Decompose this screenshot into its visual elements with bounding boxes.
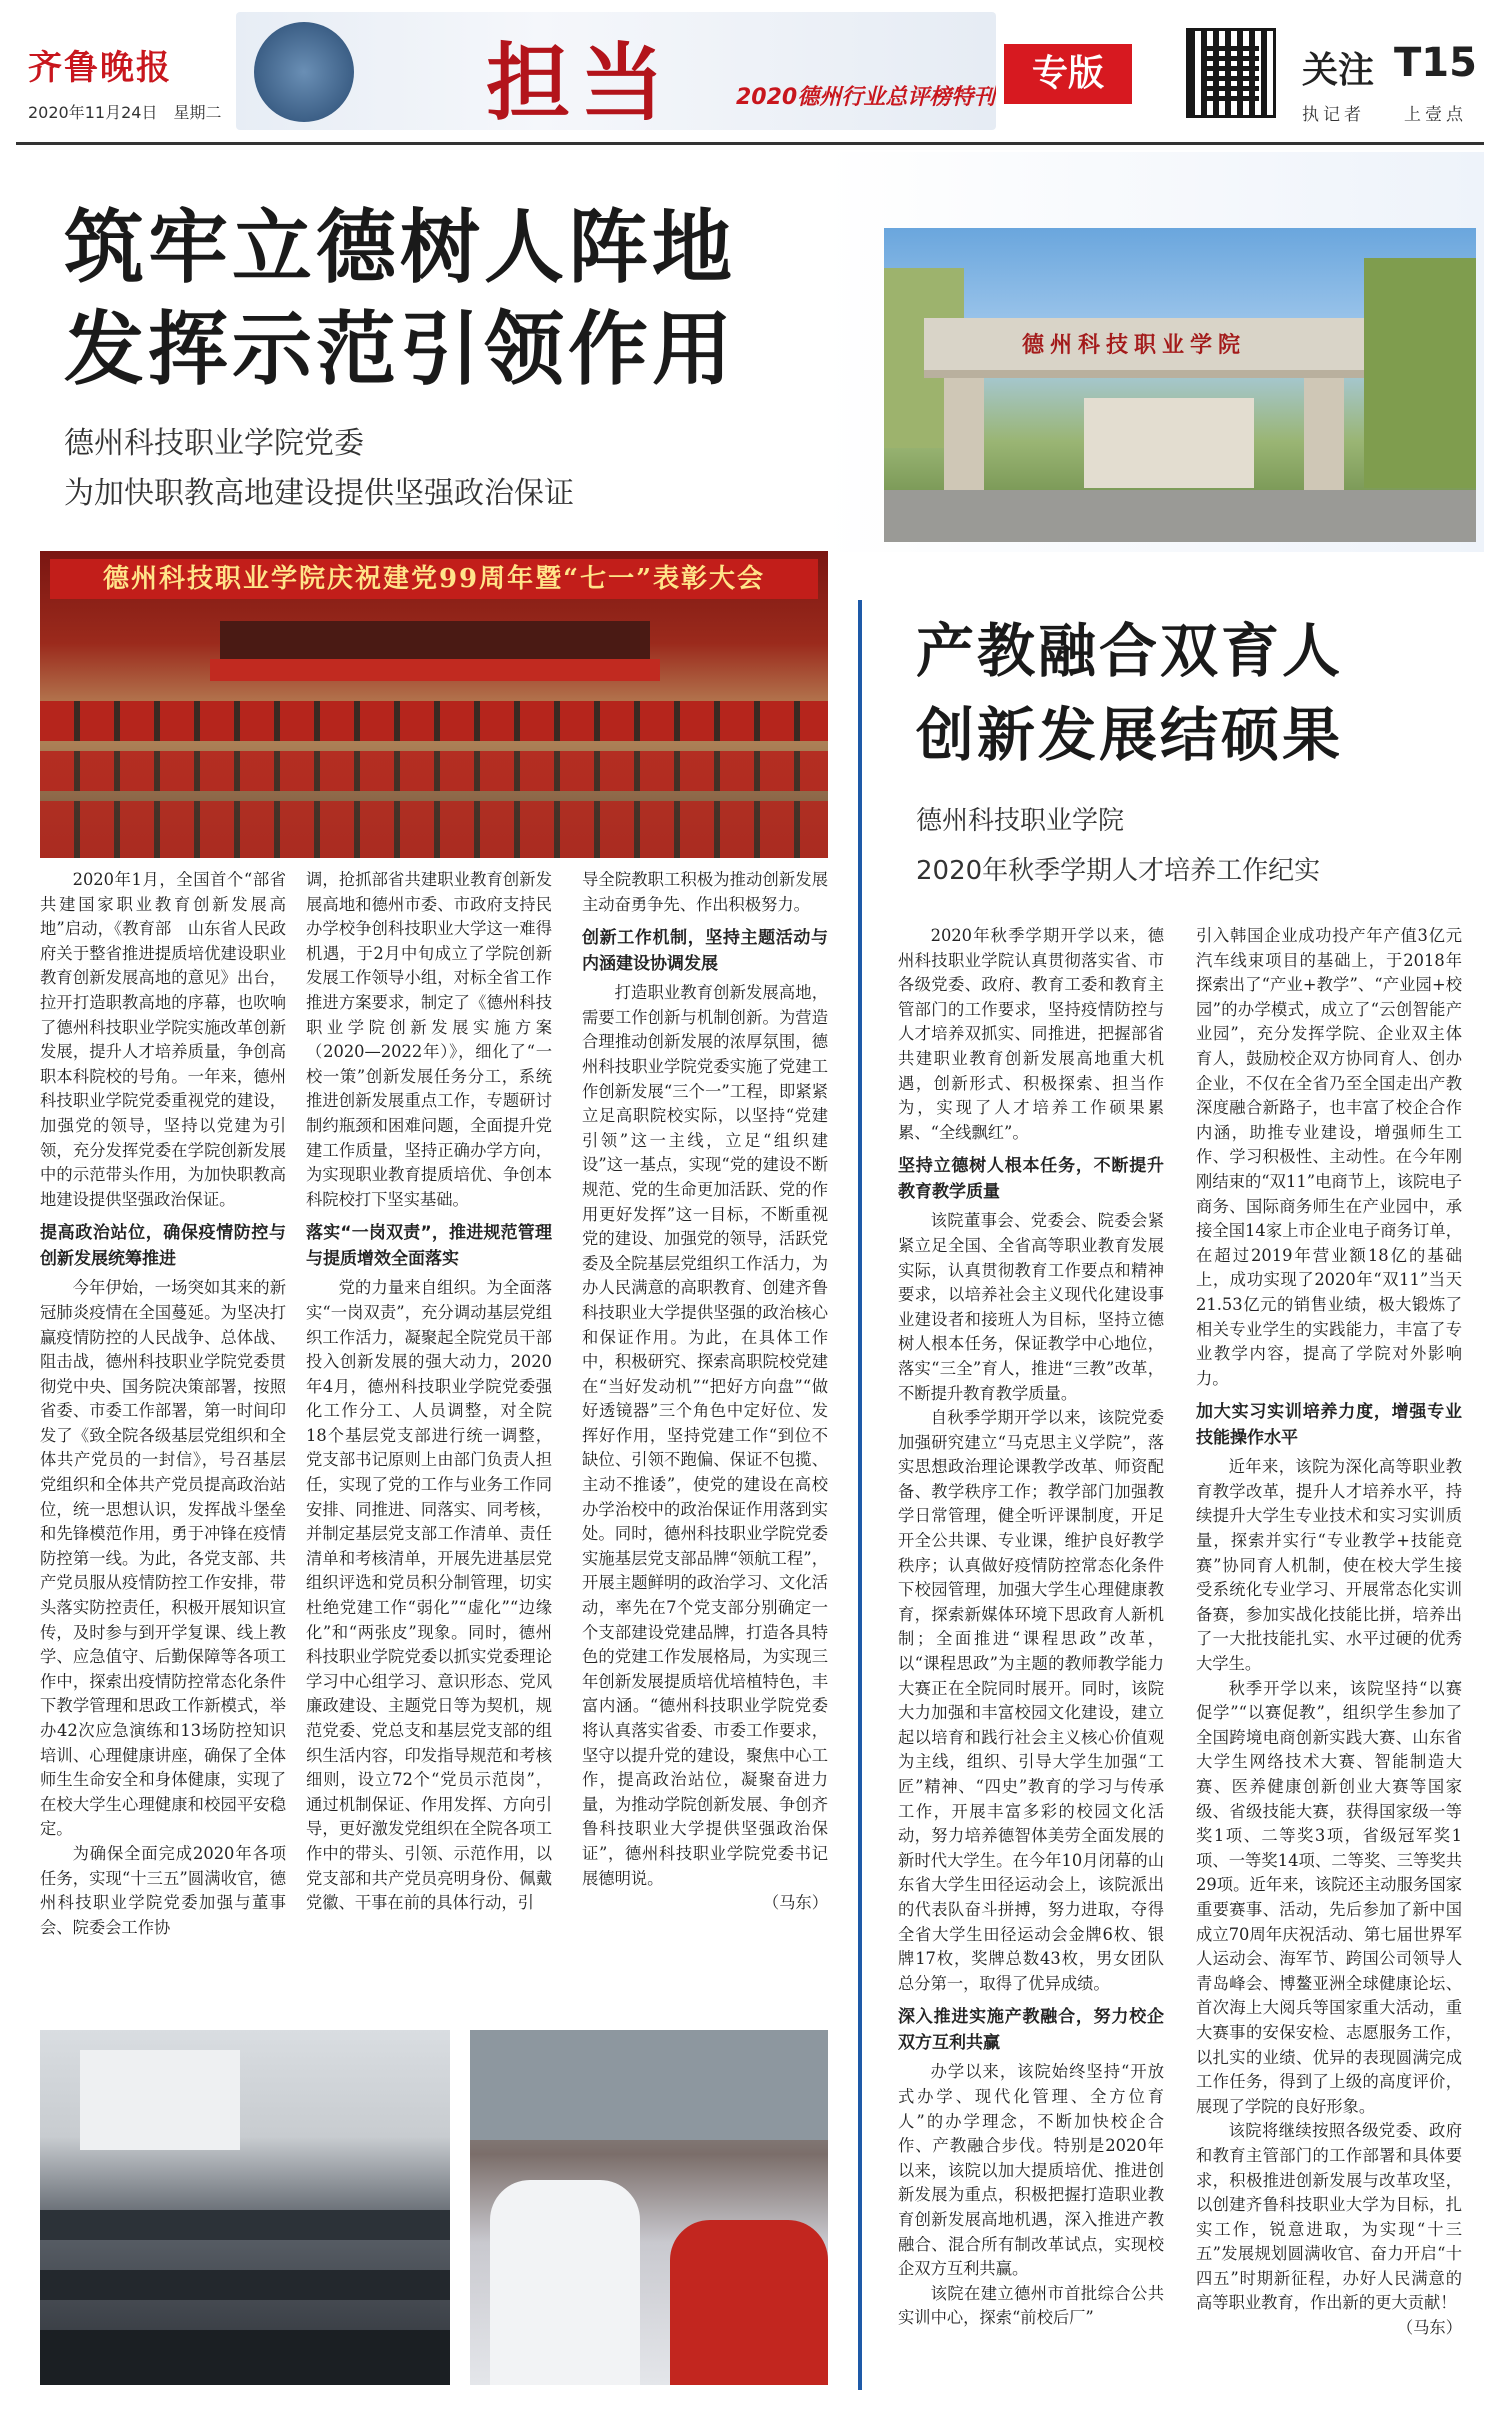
body-paragraph: 近年来，该院为深化高等职业教育教学改革，提升人才培养水平，持续提升大学生专业技术和实习实训质量，探索并实行“专业教学+技能竞赛”协同育人机制，使在校大学生接受系统化专业学习、开展常态化实训备赛，参加实战化技能比拼，培养出了一大批技能扎实、水平过硬的优秀大学生。 — [1196, 1457, 1462, 1674]
masthead-divider — [16, 142, 1484, 145]
second-body-column-2 — [1196, 924, 1462, 2386]
banner-emblem-icon — [254, 22, 354, 122]
body-paragraph: 2020年1月，全国首个“部省共建国家职业教育创新发展高地”启动，《教育部 山东省人民政府关于整省推进提质培优建设职业教育创新发展高地的意见》出台，拉开打造职教高地的序幕，也吹响了德州科技职业学院实施改革创新发展，提升人才培养质量，争创高职本科院校的号角。一年来，德州科技职业学院党委重视党的建设，加强党的领导，坚持以党建为引领，充分发挥党委在学院创新发展中的示范带头作用，为加快职教高地建设提供坚强政治保证。 — [40, 870, 286, 1209]
reporter-name: 上壹点 — [1404, 105, 1467, 125]
body-paragraph: 办学以来，该院始终坚持“开放式办学、现代化管理、全方位育人”的办学理念，不断加快校企合作、产教融合步伐。特别是2020年以来，该院以加大提质培优、推进创新发展为重点，积极把握打造职业教育创新发展高地机遇，深入推进产教融合、混合所有制改革试点，实现校企双方互利共赢。 — [898, 2062, 1164, 2279]
health-checkup-photo — [470, 2030, 828, 2385]
gate-sign: 德州科技职业学院 — [1021, 332, 1246, 358]
section-subheading: 创新工作机制，坚持主题活动与内涵建设协调发展 — [582, 928, 828, 975]
body-paragraph: 打造职业教育创新发展高地，需要工作创新与机制创新。为营造合理推动创新发展的浓厚氛围，德州科技职业学院党委实施了党建工作创新发展“三个一”工程，即紧紧立足高职院校实际，以坚持“党建引领”这一主线，立足“组织建设”这一基点，实现“党的建设不断规范、党的生命更加活跃、党的作用更好发挥”这一目标，不断重视党的建设、加强党的领导，活跃党委及全院基层党组织工作活力，为办人民满意的高职教育、创建齐鲁科技职业大学提供坚强的政治核心和保证作用。为此，在具体工作中，积极研究、探索高职院校党建在“当好发动机”“把好方向盘”“做好透镜器”三个角色中定好位、发挥好作用，坚持党建工作“到位不缺位、引领不跑偏、保证不包揽、主动不推诿”，使党的建设在高校办学治校中的政治保证作用落到实处。同时，德州科技职业学院党委实施基层党支部品牌“领航工程”，开展主题鲜明的政治学习、文化活动，率先在7个党支部分别确定一个支部建设党建品牌，打造各具特色的党建工作发展格局，为实现三年创新发展提质培优培植特色，丰富内涵。“德州科技职业学院党委将认真落实省委、市委工作要求，坚守以提升党的建设，聚焦中心工作，提高政治站位，凝聚奋进力量，为推动学院创新发展、争创齐鲁科技职业大学提供坚强政治保证”，德州科技职业学院党委书记展德明说。 — [582, 983, 828, 1888]
body-paragraph: 2020年秋季学期开学以来，德州科技职业学院认真贯彻落实省、市各级党委、政府、教育工委和教育主管部门的工作要求，坚持疫情防控与人才培养双抓实、同推进，把握部省共建职业教育创新发展高地重大机遇，创新形式、积极探索、担当作为，实现了人才培养工作硕果累累、“全线飘红”。 — [898, 926, 1164, 1142]
byline: （马东） — [1396, 2318, 1462, 2338]
lead-body-column-2 — [306, 868, 552, 1986]
body-paragraph: 调，抢抓部省共建职业教育创新发展高地和德州市委、市政府支持民办学校争创科技职业大学这一难得机遇，于2月中旬成立了学院创新发展工作领导小组，对标全省工作推进方案要求，制定了《德州科技职业学院创新发展实施方案（2020—2022年）》，细化了“一校一策”创新发展任务分工，系统推进创新发展重点工作，专题研讨制约瓶颈和困难问题，全面提升党建工作质量，坚持正确办学方向，为实现职业教育提质培优、争创本科院校打下坚实基础。 — [306, 870, 552, 1209]
section-subheading: 深入推进实施产教融合，努力校企双方互利共赢 — [898, 2007, 1164, 2054]
lead-headline-line2: 发挥示范引领作用 — [64, 303, 736, 396]
computer-lab-photo — [40, 2030, 450, 2385]
reporter-label: 执记者 — [1302, 105, 1365, 125]
second-headline-line2: 创新发展结硕果 — [916, 701, 1344, 769]
second-subheadline-line1: 德州科技职业学院 — [916, 806, 1125, 836]
body-paragraph: 该院董事会、党委会、院委会紧紧立足全国、全省高等职业教育发展实际，认真贯彻教育工作要点和精神要求，以培养社会主义现代化建设事业建设者和接班人为目标，坚持立德树人根本任务，保证教学中心地位，落实“三全”育人，推进“三教”改革，不断提升教育教学质量。 — [898, 1211, 1164, 1403]
body-paragraph: 该院将继续按照各级党委、政府和教育主管部门的工作部署和具体要求，积极推进创新发展与改革攻坚，以创建齐鲁科技职业大学为目标，扎实工作，锐意进取，为实现“十三五”发展规划圆满收官、奋力开启“十四五”时期新征程，办好人民满意的高等职业教育，作出新的更大贡献！ — [1196, 2121, 1462, 2313]
qr-code-icon[interactable] — [1186, 28, 1276, 118]
lead-subheadline-line1: 德州科技职业学院党委 — [64, 426, 364, 461]
section-name: 关注 — [1302, 50, 1375, 91]
section-subheading: 提高政治站位，确保疫情防控与创新发展统筹推进 — [40, 1223, 286, 1270]
second-body-column-1 — [898, 924, 1164, 2386]
body-paragraph: 为确保全面完成2020年各项任务，实现“十三五”圆满收官，德州科技职业学院党委加强与董事会、院委会工作协 — [40, 1843, 286, 1937]
lead-body-column-3 — [582, 868, 828, 1986]
banner-title: 担当 — [486, 33, 675, 130]
lead-body-column-1 — [40, 868, 286, 1986]
page-number: T15 — [1394, 40, 1477, 86]
byline: （马东） — [762, 1893, 828, 1913]
ceremony-banner-text: 德州科技职业学院庆祝建党99周年暨“七一”表彰大会 — [50, 559, 818, 599]
second-subheadline-line2: 2020年秋季学期人才培养工作纪实 — [916, 856, 1321, 886]
second-headline-line1: 产教融合双育人 — [916, 617, 1344, 685]
special-edition-tag: 专版 — [1004, 44, 1132, 104]
ceremony-photo — [40, 551, 828, 858]
body-paragraph: 导全院教职工积极为推动创新发展主动奋勇争先、作出积极努力。 — [582, 870, 828, 914]
newspaper-logo: 齐鲁晚报 — [28, 48, 172, 88]
lead-headline-line1: 筑牢立德树人阵地 — [64, 201, 736, 294]
body-paragraph: 党的力量来自组织。为全面落实“一岗双责”，充分调动基层党组织工作活力，凝聚起全院党员干部投入创新发展的强大动力，2020年4月，德州科技职业学院党委强化工作分工、人员调整，对全院18个基层党支部进行统一调整，党支部书记原则上由部门负责人担任，实现了党的工作与业务工作同安排、同推进、同落实、同考核，并制定基层党支部工作清单、责任清单和考核清单，开展先进基层党组织评选和党员积分制管理，切实杜绝党建工作“弱化”“虚化”“边缘化”和“两张皮”现象。同时，德州科技职业学院党委以抓实党委理论学习中心组学习、意识形态、党风廉政建设、主题党日等为契机，规范党委、党总支和基层党支部的组织生活内容，印发指导规范和考核细则，设立72个“党员示范岗”，通过机制保证、作用发挥、方向引导，更好激发党组织在全院各项工作中的带头、引领、示范作用，以党支部和共产党员亮明身份、佩戴党徽、干事在前的具体行动，引 — [306, 1278, 552, 1913]
lead-subheadline-line2: 为加快职教高地建设提供坚强政治保证 — [64, 476, 574, 511]
body-paragraph: 该院在建立德州市首批综合公共实训中心，探索“前校后厂” — [898, 2283, 1164, 2328]
column-divider — [858, 600, 862, 2390]
section-subheading: 加大实习实训培养力度，增强专业技能操作水平 — [1196, 1402, 1462, 1449]
special-issue-banner — [236, 12, 996, 130]
body-paragraph: 自秋季学期开学以来，该院党委加强研究建立“马克思主义学院”，落实思想政治理论课教学改革、师资配备、教学秩序工作；教学部门加强教学日常管理，健全听评课制度，开足开全公共课、专业课，维护良好教学秩序；认真做好疫情防控常态化条件下校园管理，加强大学生心理健康教育，探索新媒体环境下思政育人新机制；全面推进“课程思政”改革，以“课程思政”为主题的教师教学能力大赛正在全院同时展开。同时，该院大力加强和丰富校园文化建设，建立起以培育和践行社会主义核心价值观为主线，组织、引导大学生加强“工匠”精神、“四史”教育的学习与传承工作，开展丰富多彩的校园文化活动，努力培养德智体美劳全面发展的新时代大学生。在今年10月闭幕的山东省大学生田径运动会上，该院派出的代表队奋斗拼搏，努力进取，夺得全省大学生田径运动会金牌6枚、银牌17枚，奖牌总数43枚，男女团队总分第一，取得了优异成绩。 — [898, 1408, 1164, 1993]
body-paragraph: 引入韩国企业成功投产年产值3亿元汽车线束项目的基础上，于2018年探索出了“产业+教学”、“产业园+校园”的办学模式，成立了“云创智能产业园”，充分发挥学院、企业双主体育人，鼓励校企双方协同育人、创办企业，不仅在全省乃至全国走出产教深度融合新路子，也丰富了校企合作内涵，助推专业建设，增强师生工作、学习积极性、主动性。在今年刚刚结束的“双11”电商节上，该院电子商务、国际商务师生在产业园中，承接全国14家上市企业电子商务订单，在超过2019年营业额18亿的基础上，成功实现了2020年“双11”当天21.53亿元的销售业绩，极大锻炼了相关专业学生的实践能力，丰富了专业教学内容，提高了学院对外影响力。 — [1196, 926, 1462, 1388]
issue-date: 2020年11月24日 星期二 — [28, 103, 222, 122]
masthead — [0, 0, 1500, 150]
section-subheading: 坚持立德树人根本任务，不断提升教育教学质量 — [898, 1156, 1164, 1203]
body-paragraph: 秋季开学以来，该院坚持“以赛促学”“以赛促教”，组织学生参加了全国跨境电商创新实践大赛、山东省大学生网络技术大赛、智能制造大赛、医养健康创新创业大赛等国家级、省级技能大赛，获得国家级一等奖1项、二等奖3项，省级冠军奖1项、一等奖14项、二等奖、三等奖共29项。近年来，该院还主动服务国家重要赛事、活动，先后参加了新中国成立70周年庆祝活动、第七届世界军人运动会、海军节、跨国公司领导人青岛峰会、博鳌亚洲全球健康论坛、首次海上大阅兵等国家重大活动，重大赛事的安保安检、志愿服务工作，以扎实的业绩、优异的表现圆满完成工作任务，得到了上级的高度评价，展现了学院的良好形象。 — [1196, 1678, 1462, 2116]
section-subheading: 落实“一岗双责”，推进规范管理与提质增效全面落实 — [306, 1223, 552, 1270]
banner-subtitle: 2020德州行业总评榜特刊 — [736, 85, 996, 110]
body-paragraph: 今年伊始，一场突如其来的新冠肺炎疫情在全国蔓延。为坚决打赢疫情防控的人民战争、总体战、阻击战，德州科技职业学院党委贯彻党中央、国务院决策部署，按照省委、市委工作部署，第一时间印发了《致全院各级基层党组织和全体共产党员的一封信》，号召基层党组织和全体共产党员提高政治站位，统一思想认识，发挥战斗堡垒和先锋模范作用，勇于冲锋在疫情防控第一线。为此，各党支部、共产党员服从疫情防控工作安排，带头落实防控责任，积极开展知识宣传，及时参与到开学复课、线上教学、应急值守、后勤保障等各项工作中，探索出疫情防控常态化条件下教学管理和思政工作新模式，举办42次应急演练和13场防控知识培训、心理健康讲座，确保了全体师生生命安全和身体健康，实现了在校大学生心理健康和校园平安稳定。 — [40, 1278, 286, 1839]
campus-gate-photo — [884, 228, 1476, 542]
